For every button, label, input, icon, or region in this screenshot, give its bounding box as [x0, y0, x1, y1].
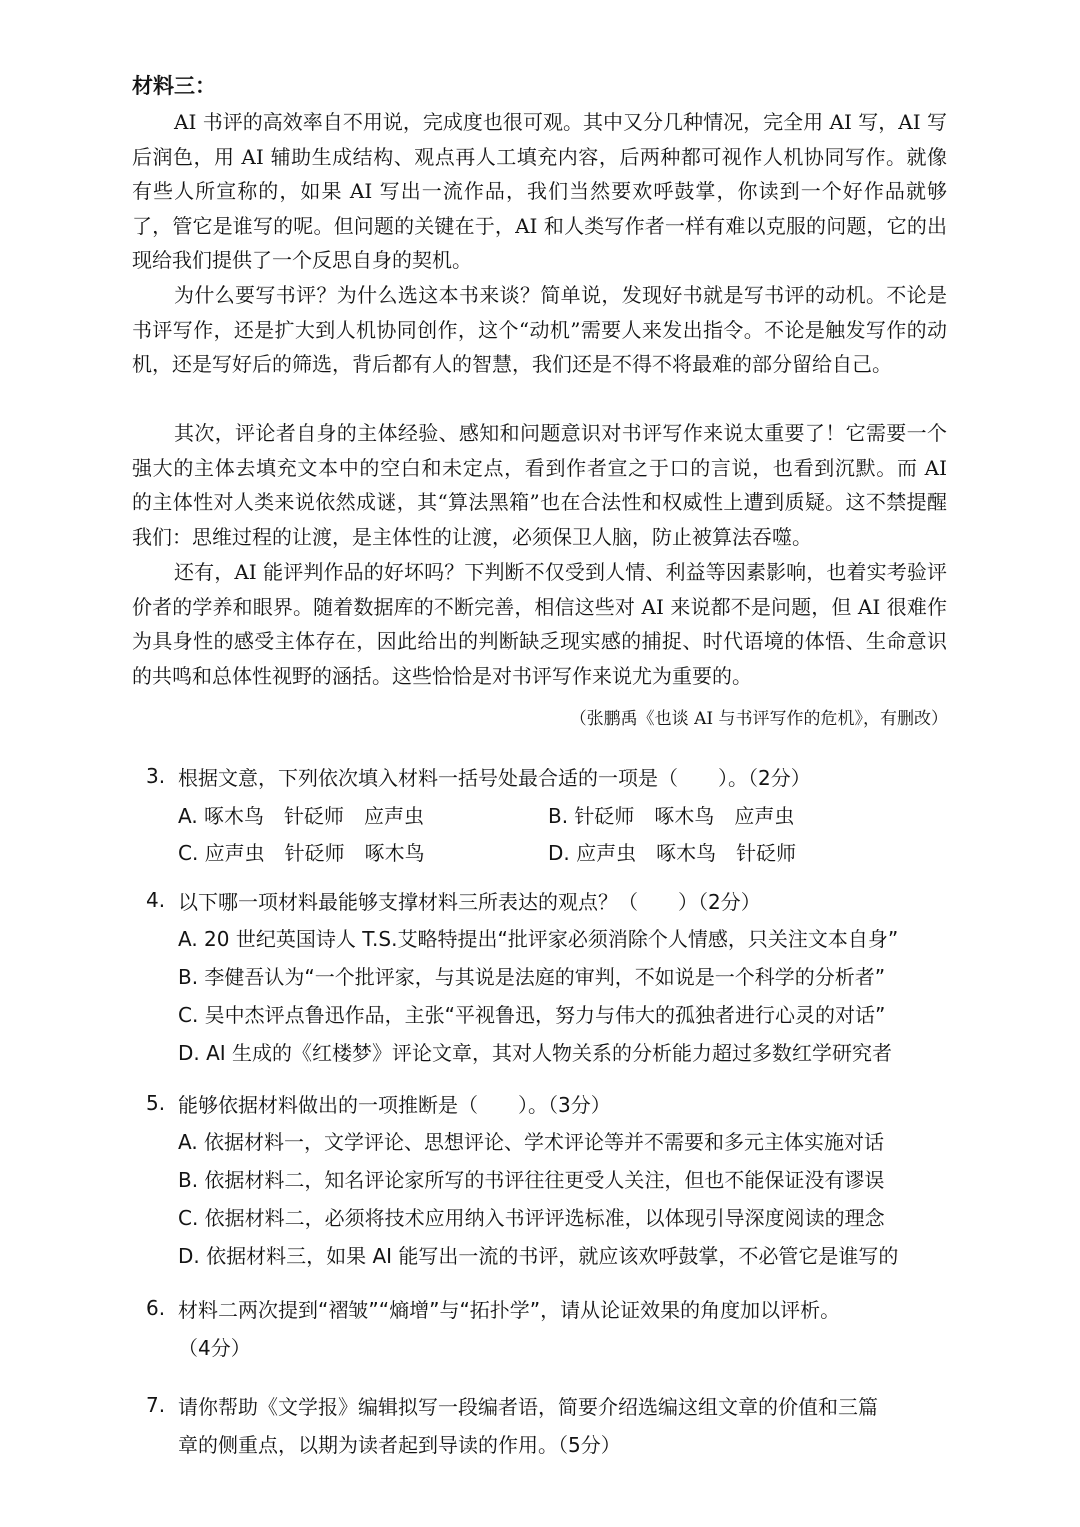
question-5 — [146, 1083, 976, 1275]
question-7 — [146, 1385, 976, 1465]
question-text: 以下哪一项材料最能够支撑材料三所表达的观点？（ ）（2分） — [178, 889, 761, 914]
question-number: 7. — [146, 1393, 166, 1417]
option-c: C. 依据材料二，必须将技术应用纳入书评评选标准，以体现引导深度阅读的理念 — [178, 1206, 885, 1230]
option-d: D. 应声虫 啄木鸟 针砭师 — [548, 841, 797, 865]
question-points: （4分） — [178, 1336, 251, 1360]
option-c: C. 应声虫 针砭师 啄木鸟 — [178, 841, 425, 865]
question-4 — [146, 880, 976, 1072]
question-text: 材料二两次提到“褶皱”“熵增”与“拓扑学”，请从论证效果的角度加以评析。 — [178, 1297, 841, 1322]
option-a: A. 20 世纪英国诗人 T.S.艾略特提出“批评家必须消除个人情感，只关注文本自身” — [178, 927, 899, 951]
option-b: B. 依据材料二，知名评论家所写的书评往往更受人关注，但也不能保证没有谬误 — [178, 1168, 885, 1192]
source-citation: （张鹏禹《也谈 AI 与书评写作的危机》，有删改） — [569, 709, 948, 729]
option-a: A. 依据材料一，文学评论、思想评论、学术评论等并不需要和多元主体实施对话 — [178, 1130, 885, 1154]
paragraph-2: 为什么要写书评？为什么选这本书来谈？简单说，发现好书就是写书评的动机。不论是书评写作，还是扩大到人机协同创作，这个“动机”需要人来发出指令。不论是触发写作的动机，还是写好后的筛选，背后都有人的智慧，我们还是不得不将最难的部分留给自己。 — [132, 283, 947, 376]
option-b: B. 针砭师 啄木鸟 应声虫 — [548, 804, 795, 828]
paragraph-3: 其次，评论者自身的主体经验、感知和问题意识对书评写作来说太重要了！它需要一个强大的主体去填充文本中的空白和未定点，看到作者宣之于口的言说，也看到沉默。而 AI 的主体性对人类来说依然成谜，其“算法黑箱”也在合法性和权威性上遭到质疑。这不禁提醒我们：思维过程的让渡，是主体性的让渡，必须保卫人脑，防止被算法吞噬。 — [132, 421, 947, 549]
question-number: 4. — [146, 888, 166, 912]
question-number: 5. — [146, 1091, 166, 1115]
question-continuation: 章的侧重点，以期为读者起到导读的作用。（5分） — [178, 1433, 621, 1457]
question-number: 6. — [146, 1296, 166, 1320]
question-text: 能够依据材料做出的一项推断是（ ）。（3分） — [178, 1092, 611, 1117]
paragraph-1: AI 书评的高效率自不用说，完成度也很可观。其中又分几种情况，完全用 AI 写，AI 写后润色，用 AI 辅助生成结构、观点再人工填充内容，后两种都可视作人机协同写作。就像有些人所宣称的，如果 AI 写出一流作品，我们当然要欢呼鼓掌，你读到一个好作品就够了，管它是谁写的呢。但问题的关键在于，AI 和人类写作者一样有难以克服的问题，它的出现给我们提供了一个反思自身的契机。 — [132, 110, 947, 272]
material-heading: 材料三： — [132, 73, 216, 98]
question-6 — [146, 1288, 976, 1368]
option-d: D. 依据材料三，如果 AI 能写出一流的书评，就应该欢呼鼓掌，不必管它是谁写的 — [178, 1244, 899, 1268]
question-number: 3. — [146, 764, 166, 788]
option-d: D. AI 生成的《红楼梦》评论文章，其对人物关系的分析能力超过多数红学研究者 — [178, 1041, 893, 1065]
paragraph-4: 还有，AI 能评判作品的好坏吗？下判断不仅受到人情、利益等因素影响，也着实考验评价者的学养和眼界。随着数据库的不断完善，相信这些对 AI 来说都不是问题，但 AI 很难作为具身性的感受主体存在，因此给出的判断缺乏现实感的捕捉、时代语境的体悟、生命意识的共鸣和总体性视野的涵括。这些恰恰是对书评写作来说尤为重要的。 — [132, 560, 947, 688]
question-text: 请你帮助《文学报》编辑拟写一段编者语，简要介绍选编这组文章的价值和三篇 — [178, 1394, 878, 1419]
question-3 — [146, 756, 976, 870]
option-a: A. 啄木鸟 针砭师 应声虫 — [178, 804, 425, 828]
question-text: 根据文意，下列依次填入材料一括号处最合适的一项是（ ）。（2分） — [178, 765, 811, 790]
option-b: B. 李健吾认为“一个批评家，与其说是法庭的审判，不如说是一个科学的分析者” — [178, 965, 886, 989]
option-c: C. 吴中杰评点鲁迅作品，主张“平视鲁迅，努力与伟大的孤独者进行心灵的对话” — [178, 1003, 886, 1027]
